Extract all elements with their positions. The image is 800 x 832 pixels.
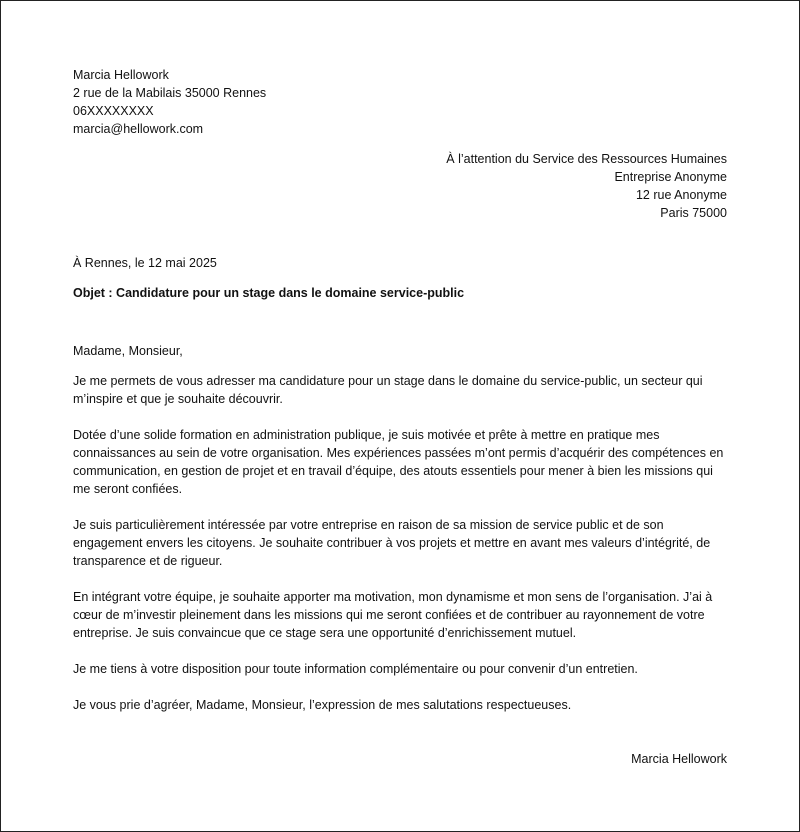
signature: Marcia Hellowork (631, 752, 727, 766)
recipient-attention: À l’attention du Service des Ressources Humaines (446, 152, 727, 166)
paragraph-3: Je suis particulièrement intéressée par votre entreprise en raison de sa mission de service public et de son engagement envers les citoyens. Je souhaite contribuer à vos projets et mettre en avant mes valeurs d’intégrité, de transparence et de rigueur. (73, 518, 711, 568)
sender-email: marcia@hellowork.com (73, 122, 204, 136)
sender-phone: 06XXXXXXXX (73, 104, 154, 118)
sender-address: 2 rue de la Mabilais 35000 Rennes (73, 86, 267, 100)
sender-block (73, 66, 266, 138)
paragraph-4: En intégrant votre équipe, je souhaite apporter ma motivation, mon dynamisme et mon sens de l’organisation. J’ai à cœur de m’investir pleinement dans les missions qui me seront confiées et de contribuer au rayonnement de votre entreprise. Je suis convaincue que ce stage sera une opportunité d’enrichissement mutuel. (73, 590, 713, 640)
greeting: Madame, Monsieur, (73, 344, 183, 358)
subject-line: Objet : Candidature pour un stage dans le domaine service-public (73, 286, 465, 300)
paragraph-6: Je vous prie d’agréer, Madame, Monsieur, l’expression de mes salutations respectueuses. (73, 698, 572, 712)
recipient-company: Entreprise Anonyme (614, 170, 727, 184)
paragraph-5: Je me tiens à votre disposition pour toute information complémentaire ou pour convenir d’un entretien. (73, 662, 638, 676)
sender-name: Marcia Hellowork (73, 68, 169, 82)
paragraph-1: Je me permets de vous adresser ma candidature pour un stage dans le domaine du service-public, un secteur qui m’inspire et que je souhaite découvrir. (73, 374, 703, 406)
date-line: À Rennes, le 12 mai 2025 (73, 256, 217, 270)
paragraph-2: Dotée d’une solide formation en administration publique, je suis motivée et prête à mettre en pratique mes connaissances au sein de votre organisation. Mes expériences passées m’ont permis d’acquérir des compétences en communication, en gestion de projet et en travail d’équipe, des atouts essentiels pour mener à bien les missions qui me seront confiées. (73, 428, 724, 496)
recipient-city: Paris 75000 (660, 206, 727, 220)
recipient-street: 12 rue Anonyme (635, 188, 727, 202)
recipient-block (446, 150, 727, 222)
